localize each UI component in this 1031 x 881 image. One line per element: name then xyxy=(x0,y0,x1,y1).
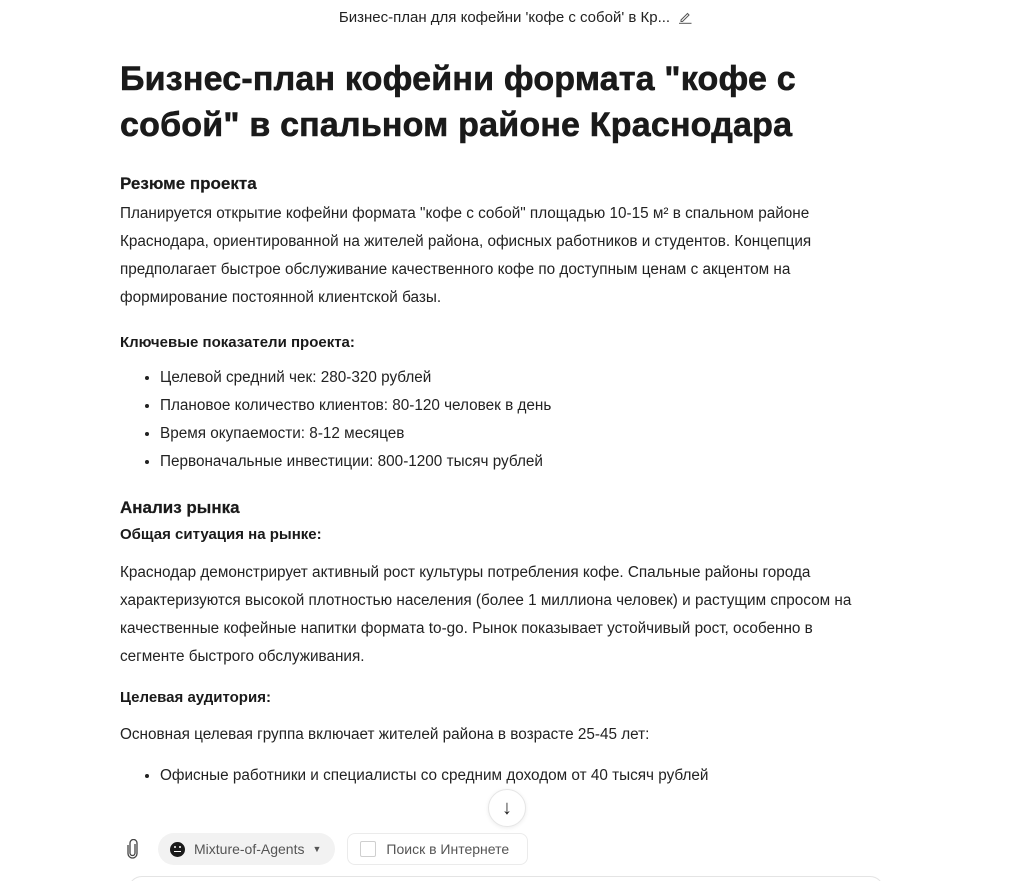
target-audience-heading: Целевая аудитория: xyxy=(120,689,271,706)
model-label: Mixture-of-Agents xyxy=(194,841,305,857)
web-search-label: Поиск в Интернете xyxy=(386,841,510,857)
resume-paragraph: Планируется открытие кофейни формата "кофе с собой" площадью 10-15 м² в спальном районе Краснодара, ориентированной на жителей района, офисных работников и студентов. Концепция предполагает быстрое обслуживание качественного кофе по доступным ценам с акцентом на формирование постоянной клиентской базы. xyxy=(120,205,812,306)
target-audience-paragraph: Основная целевая группа включает жителей района в возрасте 25-45 лет: xyxy=(120,726,650,743)
paperclip-icon[interactable] xyxy=(124,839,142,859)
general-situation-paragraph: Краснодар демонстрирует активный рост культуры потребления кофе. Спальные районы города характеризуются высокой плотностью населения (более 1 миллиона человек) и растущим спросом на качественные кофейные напитки формата to-go. Рынок показывает устойчивый рост, особенно в сегменте быстрого обслуживания. xyxy=(120,564,852,665)
model-selector[interactable] xyxy=(158,833,335,865)
chat-header xyxy=(0,0,1031,34)
list-item: • Офисные работники и специалисты со средним доходом от 40 тысяч рублей xyxy=(160,762,880,790)
chat-title[interactable]: Бизнес-план для кофейни 'кофе с собой' в Кр... xyxy=(338,8,671,26)
robot-face-icon xyxy=(170,842,185,857)
web-search-toggle[interactable] xyxy=(347,833,528,865)
scroll-to-bottom-button[interactable] xyxy=(488,789,526,827)
web-search-checkbox[interactable] xyxy=(360,841,376,857)
key-indicators-list xyxy=(120,364,880,476)
section-heading-market: Анализ рынка xyxy=(120,498,240,517)
pencil-icon[interactable] xyxy=(678,10,692,24)
section-heading-resume: Резюме проекта xyxy=(120,174,257,193)
list-item: • Целевой средний чек: 280-320 рублей xyxy=(160,364,880,392)
composer-toolbar xyxy=(124,833,528,865)
assistant-message xyxy=(120,56,880,790)
list-item: • Плановое количество клиентов: 80-120 человек в день xyxy=(160,392,880,420)
list-item: • Первоначальные инвестиции: 800-1200 тысяч рублей xyxy=(160,448,880,476)
caret-down-icon: ▼ xyxy=(312,844,322,854)
target-audience-list xyxy=(120,762,880,790)
arrow-down-icon: ↓ xyxy=(502,796,512,819)
document-title: Бизнес-план кофейни формата "кофе с собой" в спальном районе Краснодара xyxy=(120,60,796,144)
message-input[interactable] xyxy=(128,876,884,881)
general-situation-heading: Общая ситуация на рынке: xyxy=(120,526,322,543)
list-item: • Время окупаемости: 8-12 месяцев xyxy=(160,420,880,448)
key-indicators-heading: Ключевые показатели проекта: xyxy=(120,334,355,351)
